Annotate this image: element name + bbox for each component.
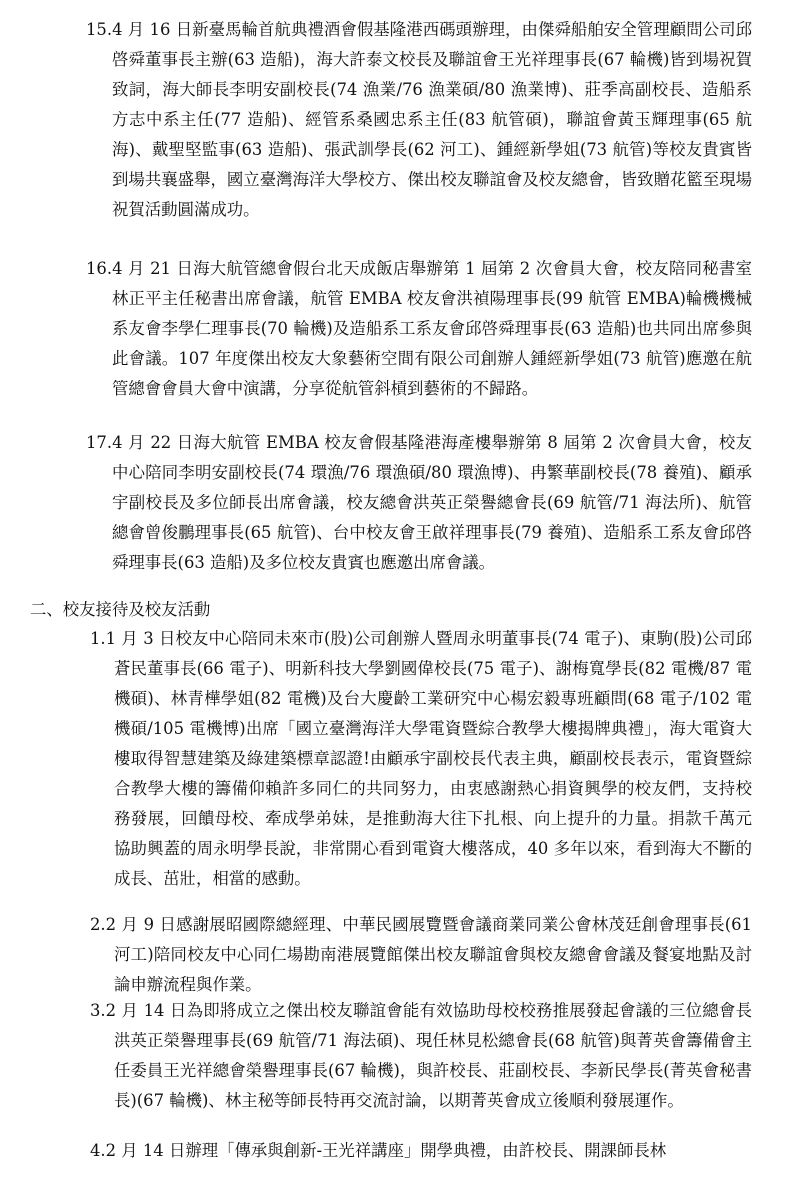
list-item-3 bbox=[90, 996, 752, 1116]
item-text: 2 月 14 日辦理「傳承與創新-王光祥講座」開學典禮，由許校長、開課師長林 bbox=[105, 1141, 667, 1160]
item-text: 2 月 14 日為即將成立之傑出校友聯誼會能有效協助母校校務推展發起會議的三位總會長洪英正榮譽理事長(69 航管/71 海法碩)、現任林見松總會長(68 航管)與菁英會籌備會主任委員王光祥總會榮譽理事長(67 輪機)，與許校長、莊副校長、李新民學長(菁英會秘書長)(67 輪機)、林主秘等師長特再交流討論，以期菁英會成立後順利發展運作。 bbox=[105, 1001, 752, 1110]
item-number: 4. bbox=[90, 1141, 106, 1160]
item-number: 16. bbox=[86, 259, 113, 278]
item-number: 15. bbox=[86, 20, 113, 39]
item-number: 1. bbox=[90, 629, 106, 648]
item-number: 3. bbox=[90, 1001, 106, 1020]
list-item-17 bbox=[86, 428, 752, 578]
list-item-16 bbox=[86, 254, 752, 404]
item-text: 4 月 21 日海大航管總會假台北天成飯店舉辦第 1 屆第 2 次會員大會，校友陪同秘書室林正平主任秘書出席會議，航管 EMBA 校友會洪禎陽理事長(99 航管 EMBA)輪機機械系友會李學仁理事長(70 輪機)及造船系工系友會邱啓舜理事長(63 造船)也共同出席參與此會議。107 年度傑出校友大象藝術空間有限公司創辦人鍾經新學姐(73 航管)應邀在航管總會會員大會中演講，分享從航管斜槓到藝術的不歸路。 bbox=[112, 259, 752, 398]
item-text: 4 月 22 日海大航管 EMBA 校友會假基隆港海產樓舉辦第 8 屆第 2 次會員大會，校友中心陪同李明安副校長(74 環漁/76 環漁碩/80 環漁博)、冉繁華副校長(78 養殖)、顧承宇副校長及多位師長出席會議，校友總會洪英正榮譽總會長(69 航管/71 海法所)、航管總會曾俊鵬理事長(65 航管)、台中校友會王啟祥理事長(79 養殖)、造船系工系友會邱啓舜理事長(63 造船)及多位校友貴賓也應邀出席會議。 bbox=[112, 433, 752, 572]
list-item-15 bbox=[86, 15, 752, 225]
item-text: 1 月 3 日校友中心陪同未來市(股)公司創辦人暨周永明董事長(74 電子)、東駒(股)公司邱蒼民董事長(66 電子)、明新科技大學劉國偉校長(75 電子)、謝梅寬學長(82 電機/87 電機碩)、林青樺學姐(82 電機)及台大慶齡工業研究中心楊宏毅專班顧問(68 電子/102 電機碩/105 電機博)出席「國立臺灣海洋大學電資暨綜合教學大樓揭牌典禮」，海大電資大樓取得智慧建築及綠建築標章認證!由顧承宇副校長代表主典，顧副校長表示，電資暨綜合教學大樓的籌備仰賴許多同仁的共同努力，由衷感謝熱心捐資興學的校友們，支持校務發展，回饋母校、牽成學弟妹，是推動海大往下扎根、向上提升的力量。捐款千萬元協助興蓋的周永明學長說，非常開心看到電資大樓落成，40 多年以來，看到海大不斷的成長、茁壯，相當的感動。 bbox=[105, 629, 752, 888]
item-text: 4 月 16 日新臺馬輪首航典禮酒會假基隆港西碼頭辦理，由傑舜船舶安全管理顧問公司邱啓舜董事長主辦(63 造船)，海大許泰文校長及聯誼會王光祥理事長(67 輪機)皆到場祝賀致詞，海大師長李明安副校長(74 漁業/76 漁業碩/80 漁業博)、莊季高副校長、造船系方志中系主任(77 造船)、經管系桑國忠系主任(83 航管碩)，聯誼會黃玉輝理事(65 航海)、戴聖堅監事(63 造船)、張武訓學長(62 河工)、鍾經新學姐(73 航管)等校友貴賓皆到場共襄盛舉，國立臺灣海洋大學校方、傑出校友聯誼會及校友總會，皆致贈花籃至現場祝賀活動圓滿成功。 bbox=[112, 20, 752, 219]
list-item-4 bbox=[90, 1136, 752, 1166]
item-number: 17. bbox=[86, 433, 113, 452]
item-number: 2. bbox=[90, 915, 106, 934]
list-item-1 bbox=[90, 624, 752, 894]
item-text: 2 月 9 日感謝展昭國際總經理、中華民國展覽暨會議商業同業公會林茂廷創會理事長(61 河工)陪同校友中心同仁場勘南港展覽館傑出校友聯誼會與校友總會會議及餐宴地點及討論申辦流程與作業。 bbox=[105, 915, 752, 994]
section-heading: 二、校友接待及校友活動 bbox=[30, 600, 211, 619]
list-item-2 bbox=[90, 910, 752, 1000]
